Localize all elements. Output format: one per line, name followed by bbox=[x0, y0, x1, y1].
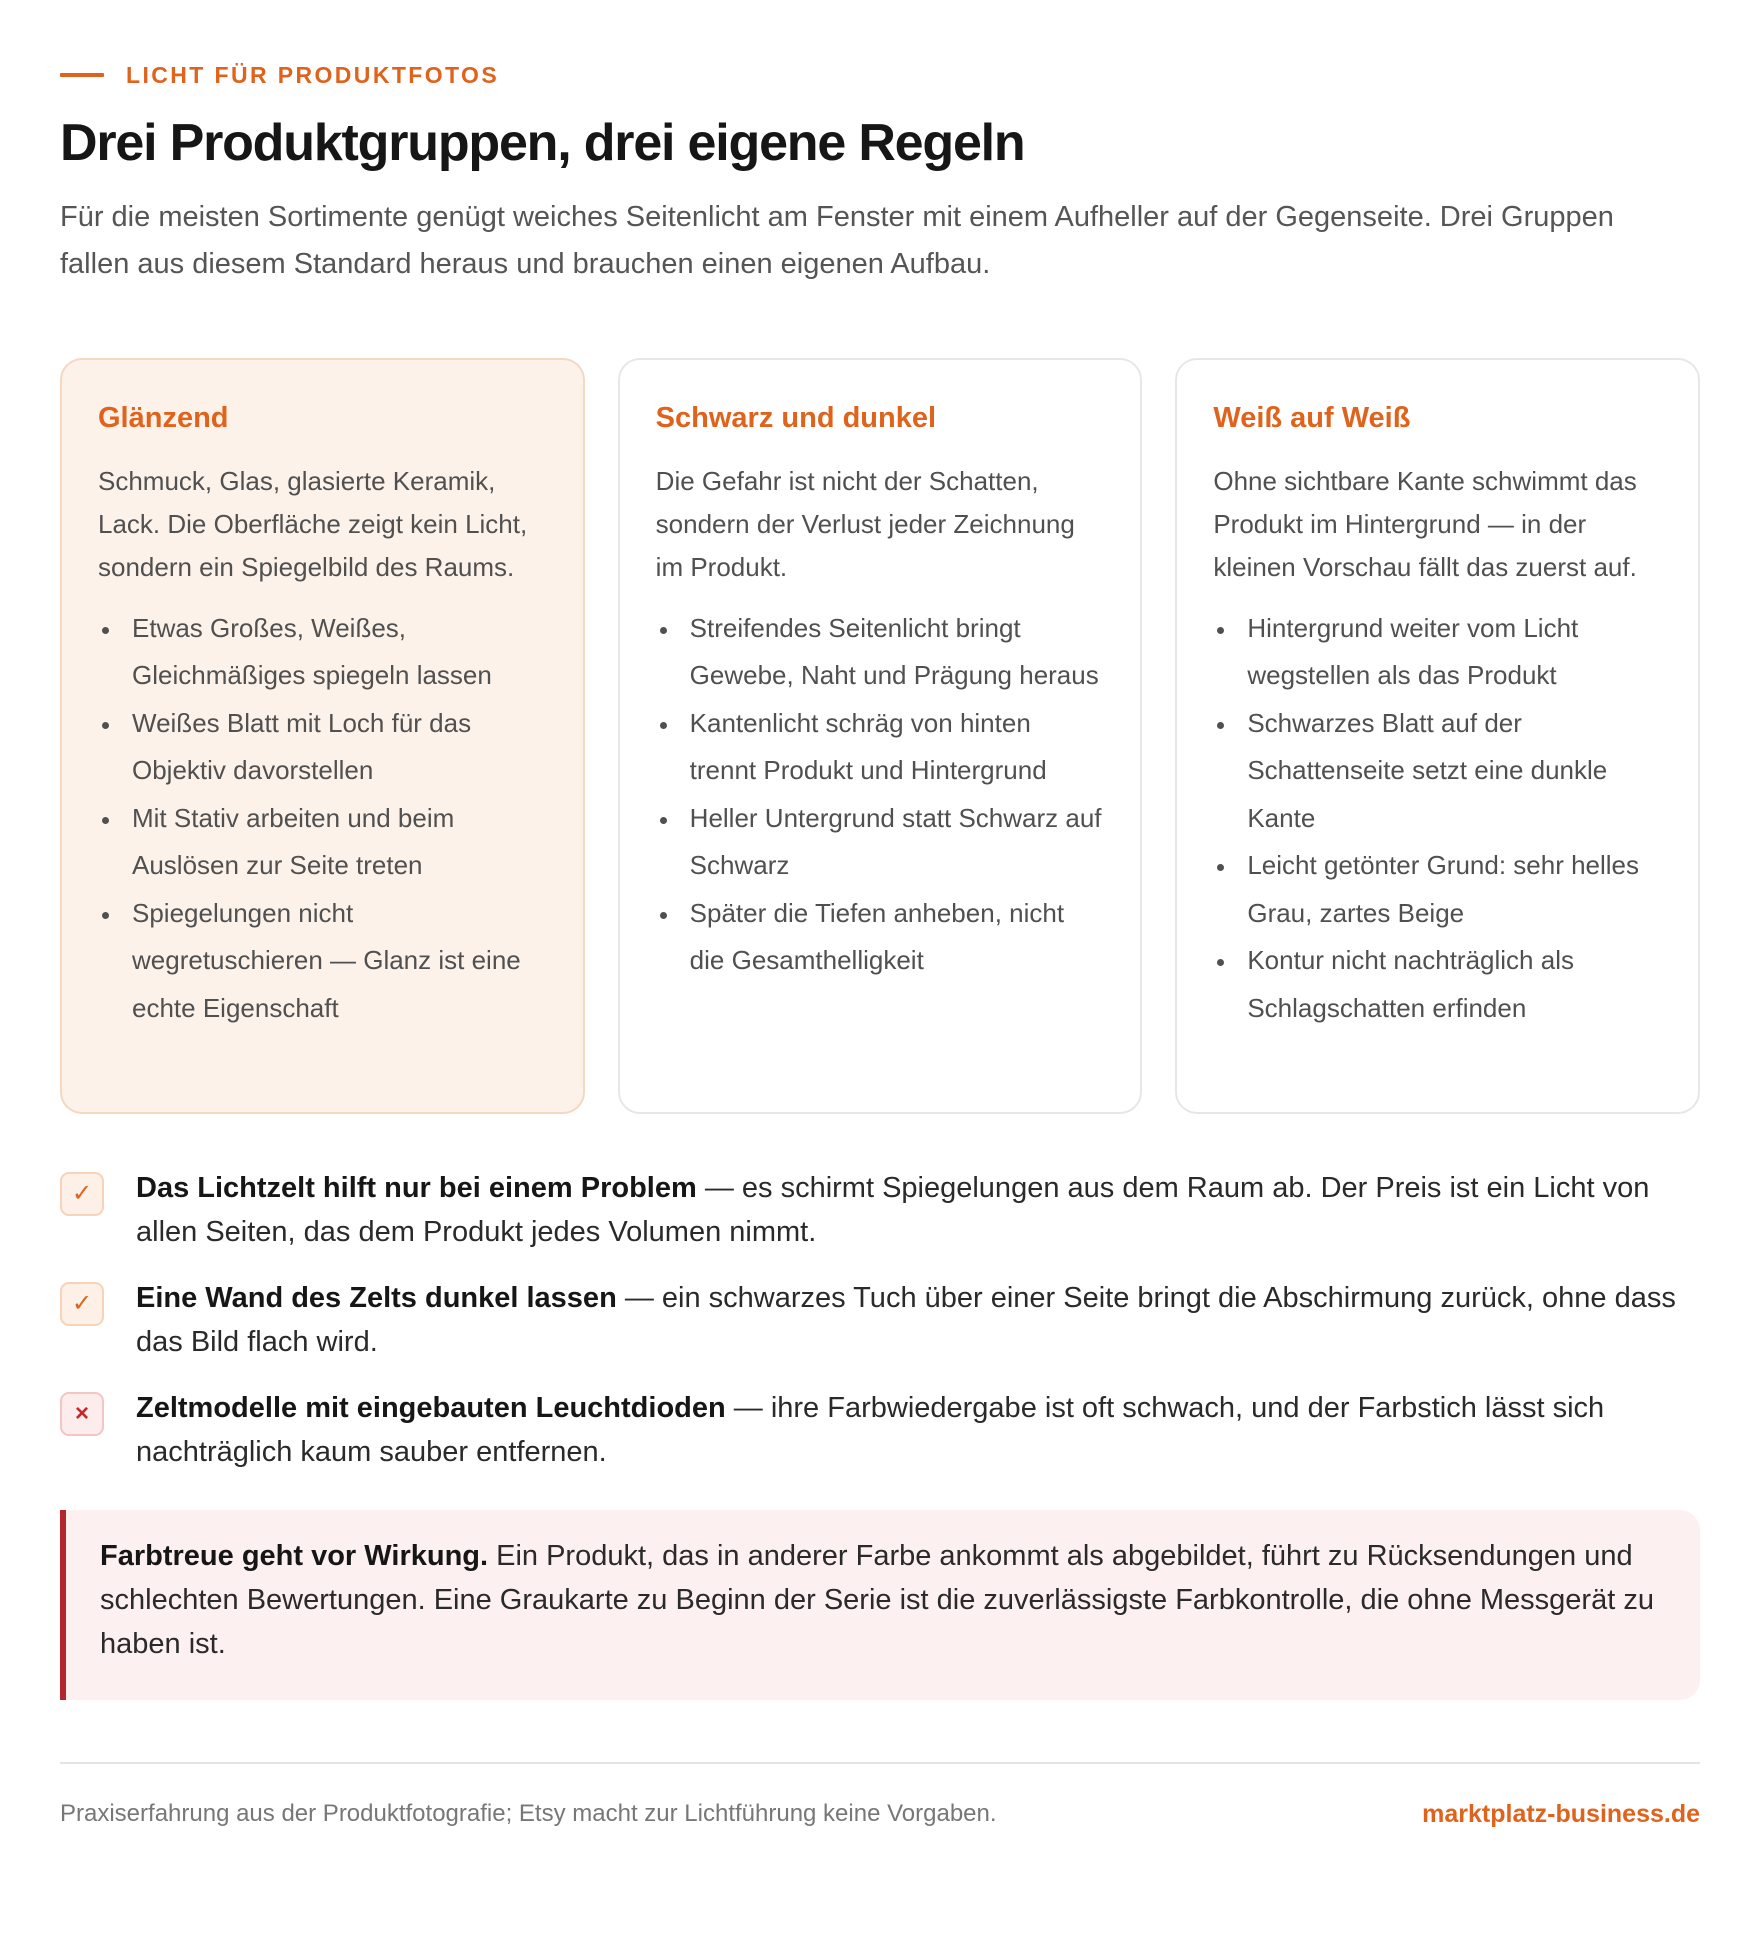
check-icon: ✓ bbox=[60, 1282, 104, 1326]
card-title: Schwarz und dunkel bbox=[655, 401, 937, 434]
checklist-body: — ein schwarzes Tuch über einer Seite bringt die Abschirmung zurück, ohne dass das Bild flach wird. bbox=[136, 1281, 1676, 1358]
callout-box bbox=[60, 1510, 1700, 1700]
list-item: Leicht getönter Grund: sehr helles Grau, zartes Beige bbox=[1213, 842, 1662, 937]
eyebrow bbox=[60, 60, 1700, 90]
footer-note: Praxiserfahrung aus der Produktfotografie; Etsy macht zur Lichtführung keine Vorgaben. bbox=[60, 1800, 997, 1828]
page-title: Drei Produktgruppen, drei eigene Regeln bbox=[60, 114, 1025, 172]
checklist-body: — es schirmt Spiegelungen aus dem Raum ab. Der Preis ist ein Licht von allen Seiten, das dem Produkt jedes Volumen nimmt. bbox=[136, 1171, 1650, 1248]
card-grid bbox=[60, 358, 1700, 1114]
list-item: Mit Stativ arbeiten und beim Auslösen zur Seite treten bbox=[98, 795, 547, 890]
footer bbox=[60, 1800, 1700, 1829]
checklist-text bbox=[136, 1386, 1696, 1474]
list-item: Spiegelungen nicht wegretuschieren — Glanz ist eine echte Eigenschaft bbox=[98, 890, 547, 1033]
checklist-lead: Eine Wand des Zelts dunkel lassen bbox=[136, 1281, 617, 1314]
eyebrow-rule bbox=[60, 73, 104, 77]
checklist-item bbox=[60, 1276, 1700, 1364]
check-icon: ✓ bbox=[60, 1172, 104, 1216]
checklist-text bbox=[136, 1166, 1696, 1254]
list-item: Weißes Blatt mit Loch für das Objektiv davorstellen bbox=[98, 700, 547, 795]
list-item: Später die Tiefen anheben, nicht die Gesamthelligkeit bbox=[656, 890, 1105, 985]
list-item: Heller Untergrund statt Schwarz auf Schwarz bbox=[656, 795, 1105, 890]
callout-text bbox=[100, 1534, 1664, 1666]
card-glaenzend bbox=[60, 358, 585, 1114]
checklist-body: — ihre Farbwiedergabe ist oft schwach, und der Farbstich lässt sich nachträglich kaum sauber entfernen. bbox=[136, 1391, 1605, 1468]
list-item: Kontur nicht nachträglich als Schlagschatten erfinden bbox=[1213, 937, 1662, 1032]
card-title: Glänzend bbox=[98, 401, 229, 434]
card-title: Weiß auf Weiß bbox=[1213, 401, 1411, 434]
list-item: Etwas Großes, Weißes, Gleichmäßiges spiegeln lassen bbox=[98, 605, 547, 700]
card-list bbox=[1213, 605, 1662, 1033]
checklist-lead: Zeltmodelle mit eingebauten Leuchtdioden bbox=[136, 1391, 726, 1424]
footer-divider bbox=[60, 1762, 1700, 1764]
list-item: Streifendes Seitenlicht bringt Gewebe, Naht und Prägung heraus bbox=[656, 605, 1105, 700]
card-description: Ohne sichtbare Kante schwimmt das Produkt im Hintergrund — in der kleinen Vorschau fällt das zuerst auf. bbox=[1213, 465, 1637, 582]
eyebrow-label: LICHT FÜR PRODUKTFOTOS bbox=[126, 61, 500, 88]
intro-paragraph: Für die meisten Sortimente genügt weiches Seitenlicht am Fenster mit einem Aufheller auf der Gegenseite. Drei Gruppen fallen aus diesem Standard heraus und brauchen einen eigenen Aufbau. bbox=[60, 200, 1614, 280]
checklist bbox=[60, 1166, 1700, 1474]
list-item: Kantenlicht schräg von hinten trennt Produkt und Hintergrund bbox=[656, 700, 1105, 795]
card-schwarz-dunkel bbox=[618, 358, 1143, 1114]
checklist-item bbox=[60, 1166, 1700, 1254]
cross-icon: × bbox=[60, 1392, 104, 1436]
card-weiss-auf-weiss bbox=[1175, 358, 1700, 1114]
checklist-lead: Das Lichtzelt hilft nur bei einem Problem bbox=[136, 1171, 697, 1204]
checklist-text bbox=[136, 1276, 1696, 1364]
card-description: Die Gefahr ist nicht der Schatten, sondern der Verlust jeder Zeichnung im Produkt. bbox=[655, 465, 1075, 582]
list-item: Hintergrund weiter vom Licht wegstellen als das Produkt bbox=[1213, 605, 1662, 700]
callout-lead: Farbtreue geht vor Wirkung. bbox=[100, 1539, 489, 1572]
checklist-item bbox=[60, 1386, 1700, 1474]
brand-link[interactable]: marktplatz-business.de bbox=[1422, 1799, 1700, 1828]
callout-body: Ein Produkt, das in anderer Farbe ankommt als abgebildet, führt zu Rücksendungen und schlechten Bewertungen. Eine Graukarte zu Beginn der Serie ist die zuverlässigste Farbkontrolle, die ohne Messgerät zu haben ist. bbox=[100, 1539, 1654, 1660]
list-item: Schwarzes Blatt auf der Schattenseite setzt eine dunkle Kante bbox=[1213, 700, 1662, 843]
card-list bbox=[656, 605, 1105, 985]
card-list bbox=[98, 605, 547, 1033]
card-description: Schmuck, Glas, glasierte Keramik, Lack. Die Oberfläche zeigt kein Licht, sondern ein Spiegelbild des Raums. bbox=[98, 465, 528, 582]
